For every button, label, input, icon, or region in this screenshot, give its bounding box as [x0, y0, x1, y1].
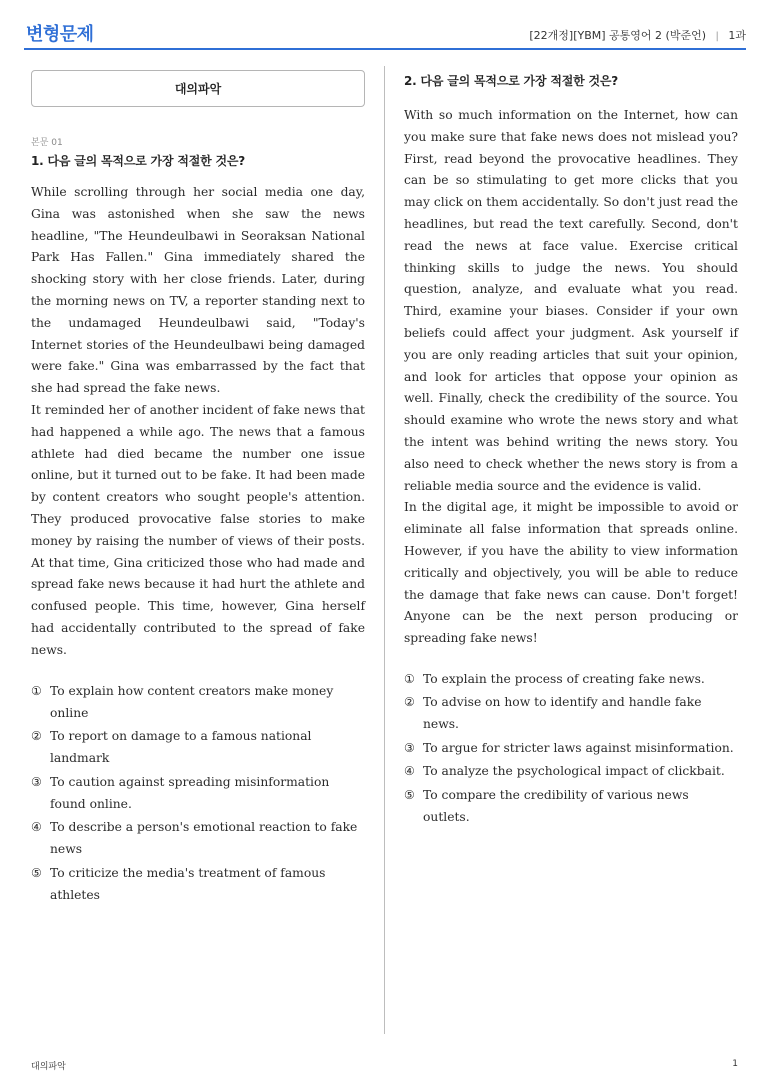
choice-text: To caution against spreading misinformation found online.: [50, 774, 330, 811]
choice-number: ⑤: [31, 865, 42, 880]
question-1-title: 1. 다음 글의 목적으로 가장 적절한 것은?: [31, 154, 246, 168]
choice-text: To explain the process of creating fake news.: [423, 671, 705, 686]
question-2-title: 2. 다음 글의 목적으로 가장 적절한 것은?: [404, 74, 619, 88]
choice-text: To argue for stricter laws against misinformation.: [423, 740, 734, 755]
choice-item[interactable]: [404, 760, 738, 782]
footer-section-label: 대의파악: [31, 1062, 66, 1072]
choice-item[interactable]: [404, 668, 738, 690]
choice-item[interactable]: [404, 784, 738, 828]
choice-text: To criticize the media's treatment of famous athletes: [50, 865, 326, 902]
question-1-passage: [31, 182, 365, 662]
choice-item[interactable]: [31, 725, 365, 769]
choice-item[interactable]: [404, 737, 738, 759]
passage-paragraph: With so much information on the Internet, how can you make sure that fake news does not mislead you? First, read beyond the provocative headlines. They can be so stimulating to get more clicks that you may click on them accidentally. So don't just read the headlines, but read the text carefully. Second, don't read the news at face value. Exercise critical thinking skills to judge the news. You should question, analyze, and evaluate what you read. Third, examine your biases. Consider if your own beliefs could affect your judgment. Ask yourself if you are only reading articles that suit your opinion, and look for articles that oppose your opinion as well. Finally, check the credibility of the source. You should examine who wrote the news story and what the intent was behind writing the news story. You also need to check whether the news story is from a reliable media source and the evidence is valid.: [404, 108, 738, 493]
header-info: [529, 27, 746, 43]
left-column: [31, 66, 365, 922]
question-1-choices: [31, 680, 365, 906]
question-2-choices: [404, 668, 738, 828]
section-title-box: 대의파악: [31, 70, 365, 107]
choice-number: ①: [404, 671, 415, 686]
passage-paragraph: In the digital age, it might be impossible to avoid or eliminate all false information that spreads online. However, if you have the ability to view information critically and objectively, you will be able to reduce the damage that fake news can cause. Don't forget! Anyone can be the next person producing or spreading fake news!: [404, 500, 738, 646]
choice-number: ③: [404, 740, 415, 755]
choice-number: ⑤: [404, 787, 415, 802]
choice-item[interactable]: [31, 771, 365, 815]
choice-number: ④: [404, 764, 415, 779]
choice-text: To explain how content creators make money online: [50, 683, 334, 720]
choice-text: To describe a person's emotional reaction to fake news: [50, 820, 358, 857]
header-separator: |: [715, 31, 719, 42]
choice-number: ④: [31, 820, 42, 835]
header-title: 변형문제: [26, 24, 94, 45]
choice-number: ①: [31, 683, 42, 698]
source-label: 본문 01: [31, 138, 63, 148]
passage-paragraph: While scrolling through her social media one day, Gina was astonished when she saw the news headline, "The Heundeulbawi in Seoraksan National Park Has Fallen." Gina immediately shared the shocking story with her close friends. Later, during the morning news on TV, a reporter standing next to the undamaged Heundeulbawi said, "Today's Internet stories of the Heundeulbawi being damaged were fake." Gina was embarrassed by the fact that she had spread the fake news.: [31, 185, 365, 396]
choice-number: ②: [31, 729, 42, 744]
column-divider: [384, 66, 385, 1034]
page-header: [24, 18, 746, 50]
choice-item[interactable]: [31, 816, 365, 860]
choice-text: To analyze the psychological impact of clickbait.: [423, 764, 725, 779]
choice-text: To advise on how to identify and handle fake news.: [423, 695, 702, 732]
choice-item[interactable]: [31, 862, 365, 906]
choice-text: To report on damage to a famous national landmark: [50, 729, 312, 766]
choice-text: To compare the credibility of various news outlets.: [423, 787, 689, 824]
page-number: 1: [732, 1059, 738, 1069]
choice-number: ③: [31, 774, 42, 789]
passage-paragraph: It reminded her of another incident of fake news that had happened a while ago. The news that a famous athlete had died became the number one issue online, but it turned out to be fake. It had been made by content creators who sought people's attention. They produced provocative false stories to make money by raising the number of views of their posts. At that time, Gina criticized those who had made and spread fake news because it had hurt the athlete and confused people. This time, however, Gina herself had accidentally contributed to the spread of fake news.: [31, 402, 365, 657]
choice-item[interactable]: [31, 680, 365, 724]
textbook-name: [22개정][YBM] 공통영어 2 (박준언): [529, 29, 706, 42]
lesson-number: 1과: [728, 29, 746, 42]
right-column: [404, 66, 738, 844]
choice-item[interactable]: [404, 691, 738, 735]
choice-number: ②: [404, 695, 415, 710]
question-2-passage: [404, 105, 738, 650]
